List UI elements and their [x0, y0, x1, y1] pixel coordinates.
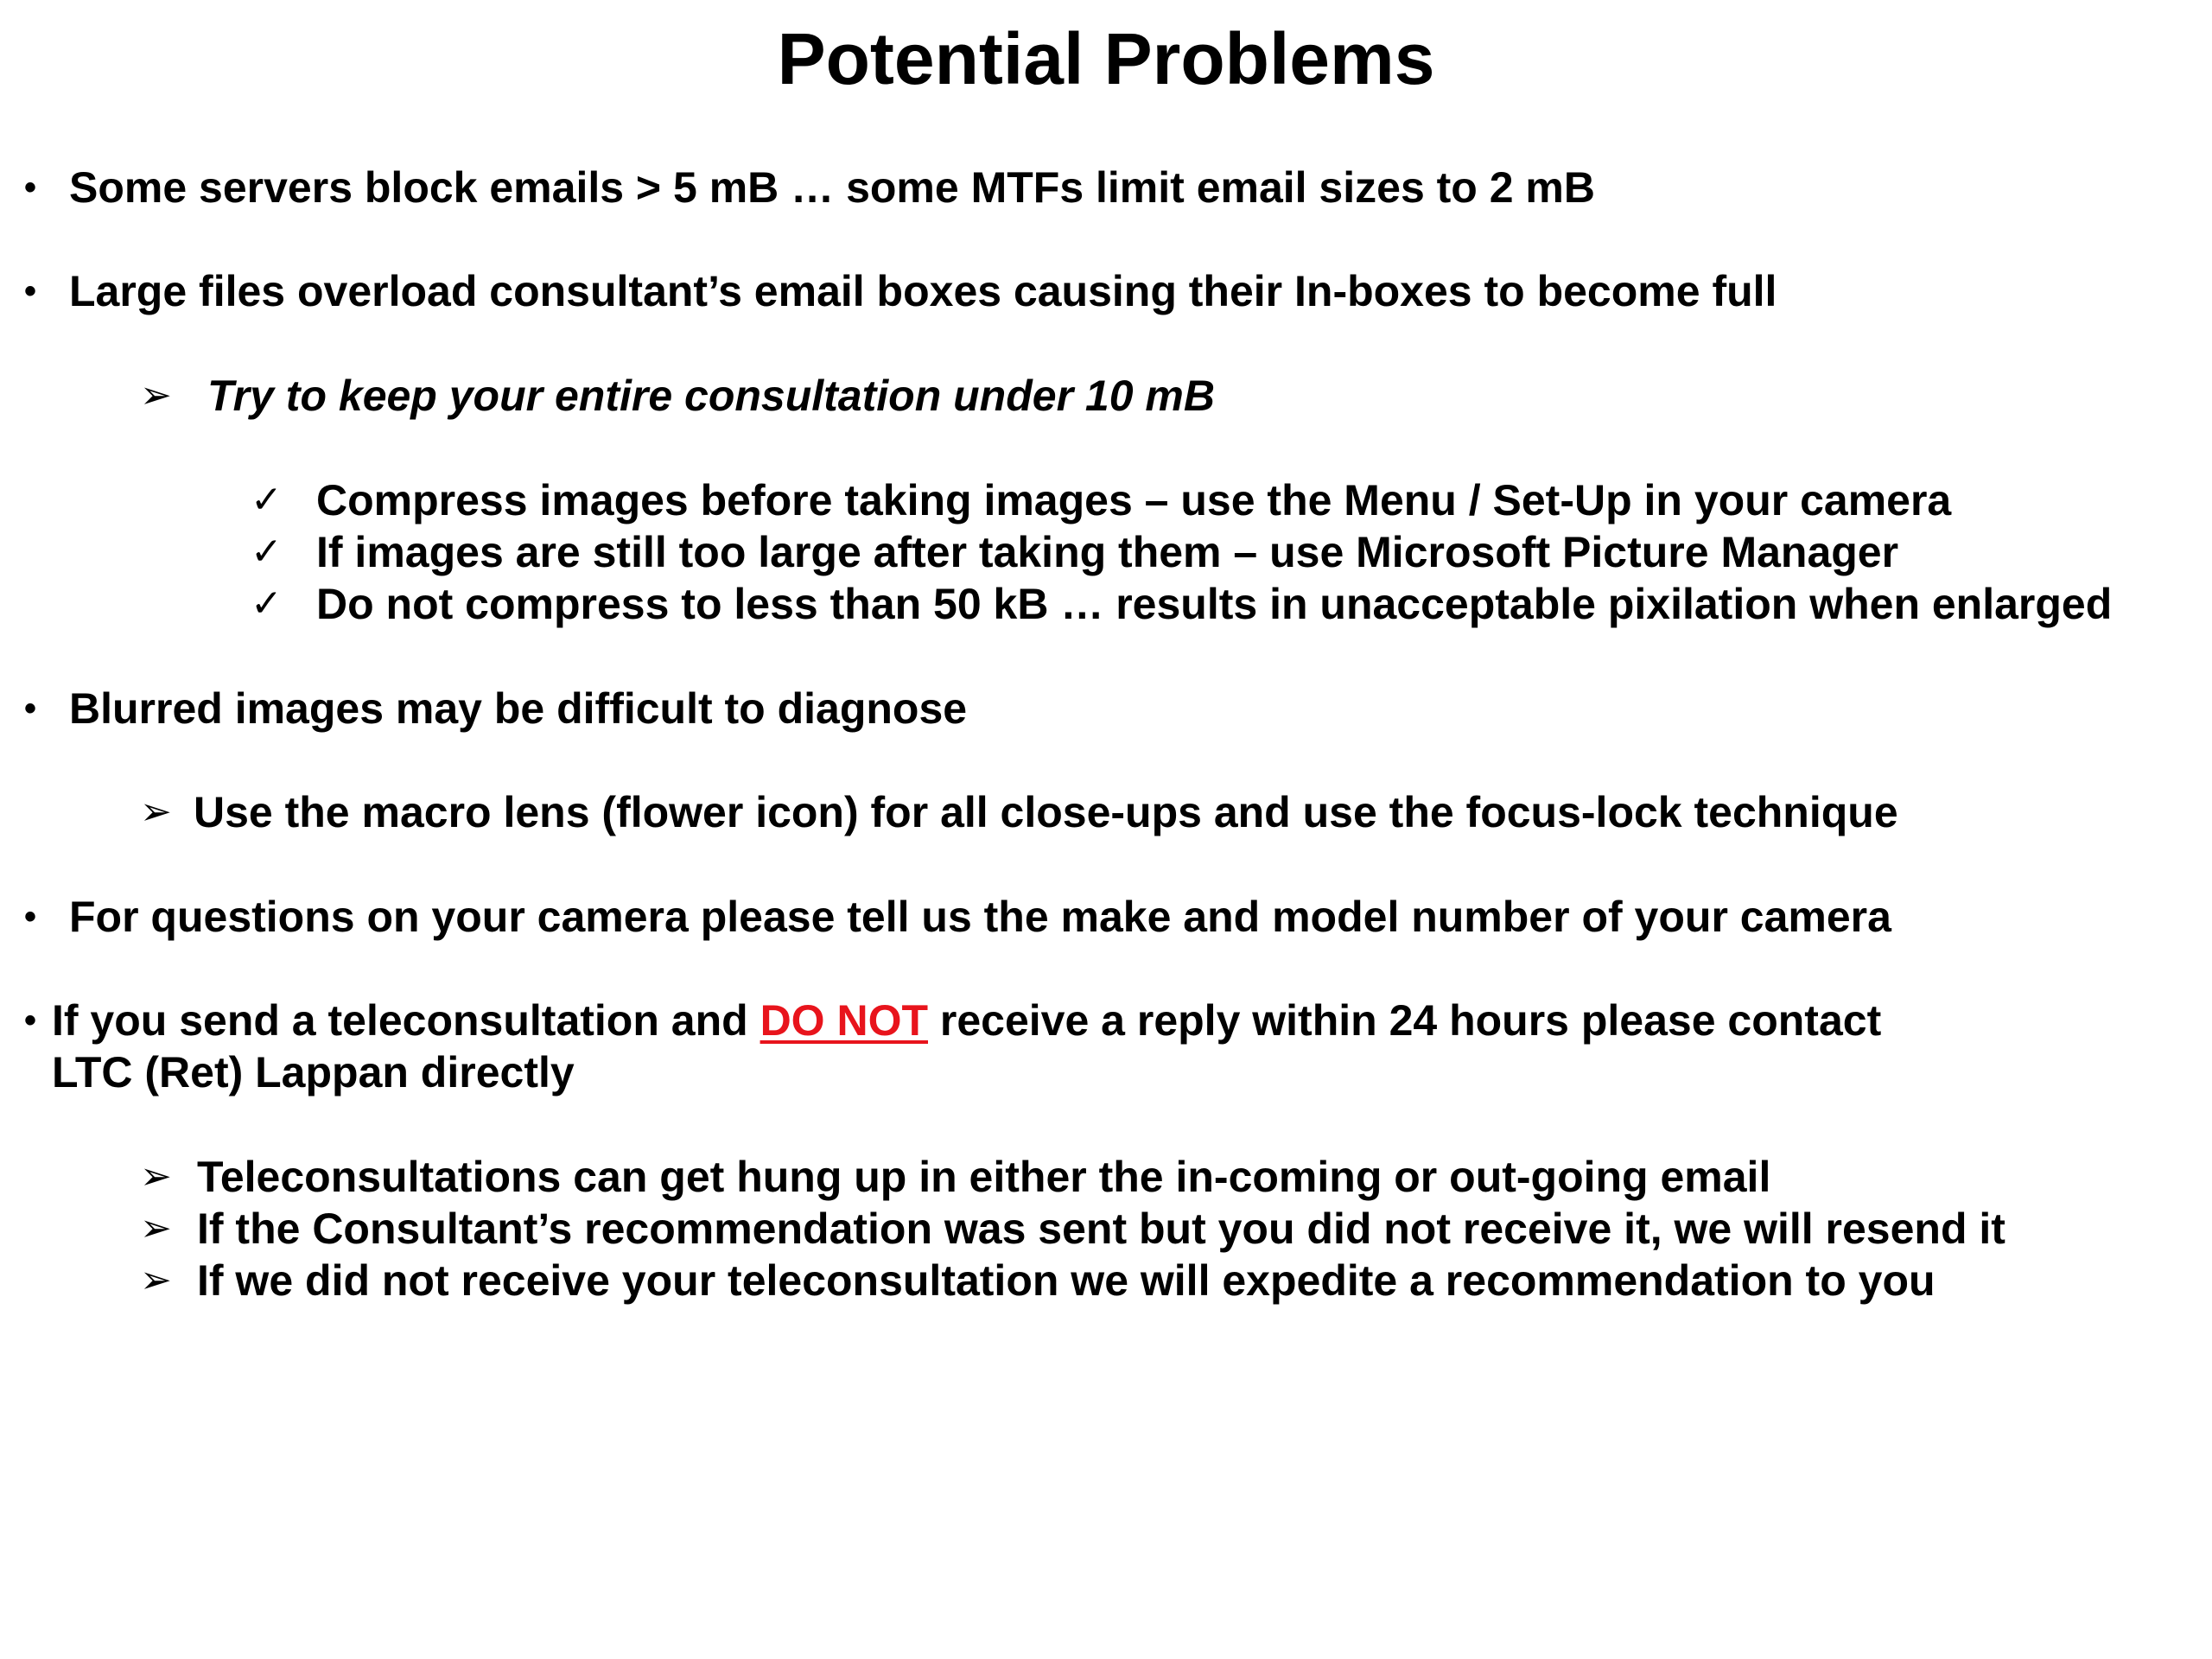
subitem-macro-lens: Use the macro lens (flower icon) for all close-ups and use the focus-lock technique	[194, 788, 1898, 836]
subitem-hung-up: Teleconsultations can get hung up in either the in-coming or out-going email	[197, 1153, 1771, 1201]
bullet-marker: •	[24, 168, 37, 207]
bullet-no-reply-contact: LTC (Ret) Lappan directly	[52, 1048, 575, 1096]
subitem-size-limit: Try to keep your entire consultation under 10 mB	[207, 372, 1215, 420]
bullet-marker: •	[24, 1001, 37, 1039]
check-item-compress: Compress images before taking images – use the Menu / Set-Up in your camera	[316, 476, 1952, 524]
bullet-no-reply	[52, 995, 1881, 1046]
subitem-resend: If the Consultant’s recommendation was sent but you did not receive it, we will resend it	[197, 1205, 2005, 1253]
arrow-marker: ➢	[140, 374, 172, 416]
check-icon: ✓	[251, 582, 283, 625]
bullet-large-files: Large files overload consultant’s email boxes causing their In-boxes to become full	[69, 267, 1777, 315]
check-icon: ✓	[251, 531, 283, 573]
bullet-blurred-images: Blurred images may be difficult to diagnose	[69, 684, 968, 733]
do-not-alert: DO NOT	[760, 996, 928, 1045]
check-icon: ✓	[251, 479, 283, 521]
arrow-marker: ➢	[140, 1155, 172, 1198]
arrow-marker: ➢	[140, 791, 172, 833]
subitem-expedite: If we did not receive your teleconsultation we will expedite a recommendation to you	[197, 1256, 1936, 1305]
no-reply-text-start: If you send a teleconsultation and	[52, 996, 760, 1045]
arrow-marker: ➢	[140, 1259, 172, 1301]
no-reply-text-end: receive a reply within 24 hours please contact	[928, 996, 1882, 1045]
check-item-min-size: Do not compress to less than 50 kB … results in unacceptable pixilation when enlarged	[316, 580, 2113, 628]
bullet-camera-questions: For questions on your camera please tell us the make and model number of your camera	[69, 893, 1891, 941]
page-title: Potential Problems	[777, 18, 1435, 99]
bullet-marker: •	[24, 272, 37, 310]
bullet-marker: •	[24, 690, 37, 728]
check-item-picture-manager: If images are still too large after taking them – use Microsoft Picture Manager	[316, 528, 1899, 576]
bullet-marker: •	[24, 898, 37, 936]
arrow-marker: ➢	[140, 1207, 172, 1249]
bullet-server-limits: Some servers block emails > 5 mB … some MTFs limit email sizes to 2 mB	[69, 163, 1595, 212]
